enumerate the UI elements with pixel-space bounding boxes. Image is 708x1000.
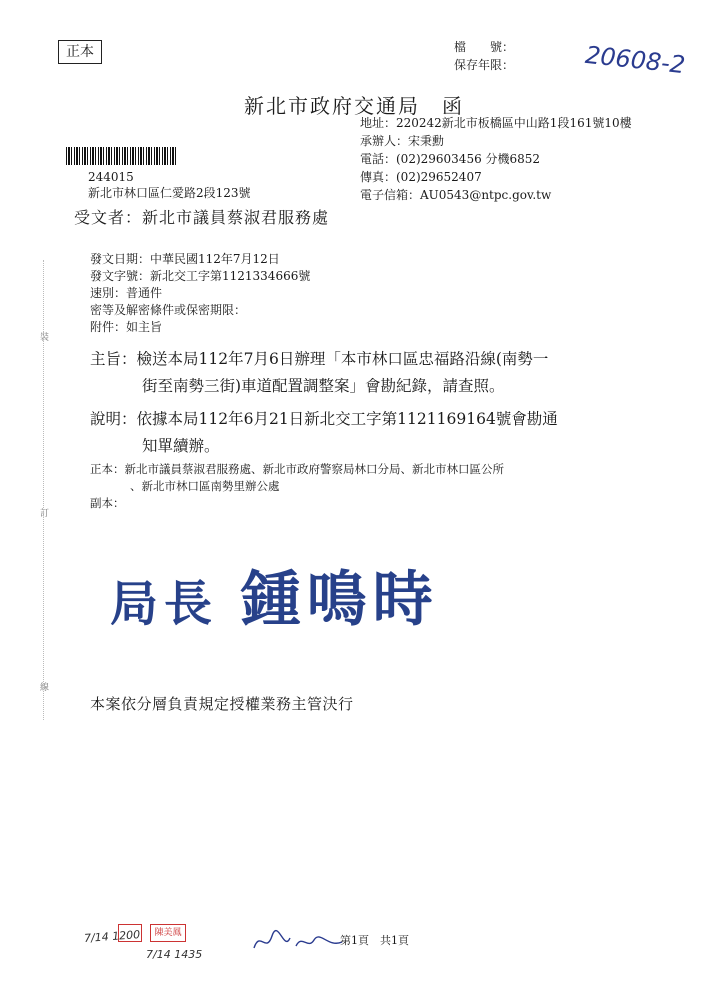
page-number: 第1頁 共1頁 xyxy=(340,934,409,947)
handwritten-signature xyxy=(250,926,350,956)
explain-label: 說明： xyxy=(90,410,137,428)
sender-email: 電子信箱：AU0543@ntpc.gov.tw xyxy=(360,188,552,202)
sender-fax: 傳真：(02)29652407 xyxy=(360,170,482,184)
sender-info xyxy=(360,114,632,204)
document-title: 新北市政府交通局 函 xyxy=(244,94,464,118)
cc-label: 正本： xyxy=(90,462,125,476)
binding-mark-1: 裝 xyxy=(40,333,50,343)
recipient-address: 新北市林口區仁愛路2段123號 xyxy=(88,186,251,200)
distribution xyxy=(90,461,504,512)
seal-name: 鍾鳴時 xyxy=(240,565,439,635)
binding-mark-3: 線 xyxy=(40,683,50,693)
secrecy-class: 密等及解密條件或保密期限： xyxy=(90,303,247,317)
issue-number: 發文字號：新北交工字第1121334666號 xyxy=(90,269,311,283)
postal-barcode xyxy=(66,147,178,165)
speed-class: 速別：普通件 xyxy=(90,286,163,300)
document-meta xyxy=(90,251,310,336)
handwritten-date-2: 7/14 1435 xyxy=(146,948,203,961)
sender-handler: 承辦人：宋秉勳 xyxy=(360,134,445,148)
receipt-seal-2: 陳美鳳 xyxy=(150,924,186,942)
handwritten-file-number: 20608-2 xyxy=(583,40,687,80)
sender-phone: 電話：(02)29603456 分機6852 xyxy=(360,152,541,166)
cc-line-1: 新北市議員蔡淑君服務處、新北市政府警察局林口分局、新北市林口區公所 xyxy=(124,462,504,476)
receipt-seal-1 xyxy=(118,924,142,942)
file-number-label: 檔 號： xyxy=(454,40,515,54)
attachment: 附件：如主旨 xyxy=(90,320,163,334)
subject-line-2: 街至南勢三街)車道配置調整案」會勘紀錄，請查照。 xyxy=(142,377,505,395)
recipient: 受文者：新北市議員蔡淑君服務處 xyxy=(74,208,330,227)
retention-label: 保存年限： xyxy=(454,58,515,72)
director-seal xyxy=(110,552,439,638)
authorization-note: 本案依分層負責規定授權業務主管決行 xyxy=(90,695,354,713)
subject-label: 主旨： xyxy=(90,350,137,368)
binding-mark-2: 訂 xyxy=(40,509,50,519)
postal-code: 244015 xyxy=(88,170,134,184)
issue-date: 發文日期：中華民國112年7月12日 xyxy=(90,252,280,266)
binding-line xyxy=(43,260,45,720)
explanation-section xyxy=(90,406,558,460)
handwritten-date-1: 7/14 1200 xyxy=(83,928,141,945)
original-copy-mark: 正本 xyxy=(58,40,102,64)
subject-line-1: 檢送本局112年7月6日辦理「本市林口區忠福路沿線(南勢一 xyxy=(136,350,549,368)
file-info xyxy=(454,38,514,74)
seal-title: 局長 xyxy=(110,576,219,632)
copy-label: 副本： xyxy=(90,496,125,510)
cc-line-2: 、新北市林口區南勢里辦公處 xyxy=(130,479,280,493)
subject-section xyxy=(90,346,548,400)
explain-line-2: 知單續辦。 xyxy=(142,437,220,455)
sender-address: 地址：220242新北市板橋區中山路1段161號10樓 xyxy=(360,116,632,130)
explain-line-1: 依據本局112年6月21日新北交工字第1121169164號會勘通 xyxy=(136,410,558,428)
